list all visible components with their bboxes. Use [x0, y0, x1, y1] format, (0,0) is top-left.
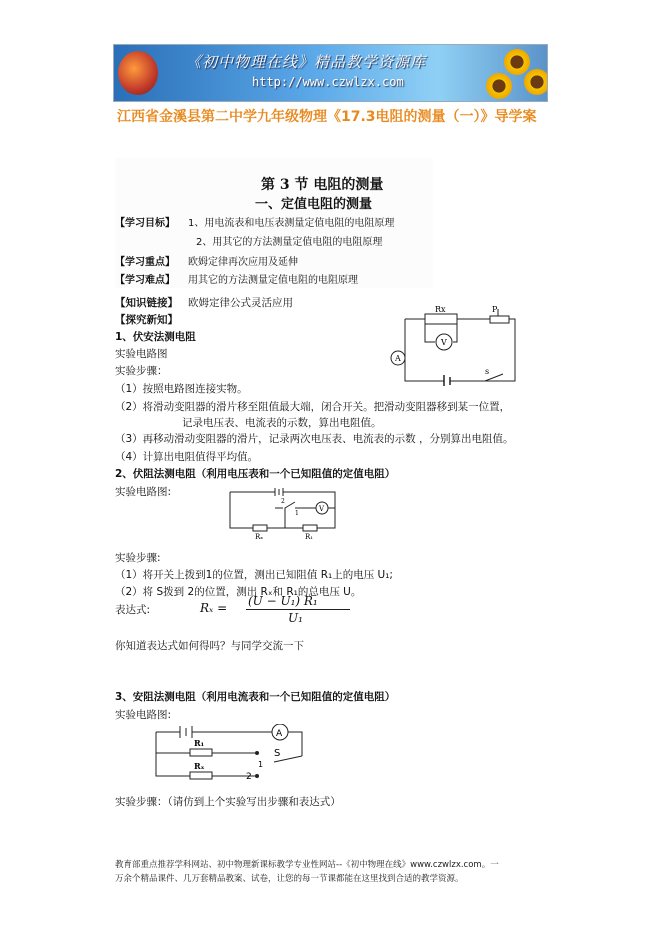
lesson-header-box [115, 158, 433, 288]
s1-steps-label: 实验步骤： [115, 365, 168, 377]
label-1: 1 [258, 760, 264, 769]
knowledge-text: 欧姆定律公式灵活应用 [188, 297, 293, 309]
label-v: V [441, 338, 447, 347]
s1-title: 1、伏安法测电阻 [115, 331, 196, 343]
fraction-bar [246, 609, 350, 610]
difficult-text: 用其它的方法测量定值电阻的电阻原理 [188, 275, 358, 286]
s2-expr-label: 表达式: [115, 604, 151, 616]
goal-label: 【学习目标】 [115, 218, 175, 229]
voltage-resistor-circuit-diagram [225, 484, 343, 540]
label-p: P [492, 305, 498, 314]
s1-step1: （1）按照电路图连接实物。 [115, 383, 248, 395]
section-heading: 第 3 节 电阻的测量 [261, 177, 384, 193]
subsection-heading: 一、定值电阻的测量 [255, 197, 373, 212]
s3-steps: 实验步骤：（请仿到上个实验写出步骤和表达式） [115, 796, 341, 808]
s2-diagram-label: 实验电路图: [115, 486, 172, 498]
sunflower-icon [484, 71, 514, 101]
label-a: A [276, 729, 283, 739]
label-rx: Rₓ [255, 533, 264, 540]
s1-step3: （3）再移动滑动变阻器的滑片，记录两次电压表、电流表的示数 ，分别算出电阻值。 [115, 433, 514, 445]
rheostat [490, 316, 509, 323]
explore-label: 【探究新知】 [115, 314, 178, 326]
s2-title: 2、伏阻法测电阻（利用电压表和一个已知阻值的定值电阻） [115, 468, 396, 480]
banner-url[interactable]: http://www.czwlzx.com [252, 75, 404, 89]
s3-diagram-label: 实验电路图: [115, 709, 172, 721]
ammeter-resistor-circuit-diagram [150, 724, 310, 782]
label-r1: R₁ [305, 533, 314, 540]
voltammeter-circuit-diagram [385, 304, 525, 386]
key-label: 【学习重点】 [115, 257, 175, 268]
formula-denominator: U₁ [288, 611, 303, 625]
footer-line-1: 教育部重点推荐学科网站、初中物理新课标教学专业性网站--《初中物理在线》www.czwlzx.com。一 [115, 860, 499, 870]
label-1: 1 [295, 510, 299, 517]
s1-diagram-label: 实验电路图 [115, 348, 168, 360]
formula [200, 594, 370, 626]
s1-step4: （4）计算出电阻值得平均值。 [115, 451, 259, 463]
label-2: 2 [246, 772, 252, 782]
label-s: s [485, 367, 490, 376]
site-logo-icon [118, 51, 158, 95]
s3-title: 3、安阻法测电阻（利用电流表和一个已知阻值的定值电阻） [115, 691, 396, 703]
label-rx: Rₓ [194, 761, 205, 771]
s1-step2a: （2）将滑动变阻器的滑片移至阻值最大端，闭合开关。把滑动变阻器移到某一位置， [115, 401, 511, 413]
label-rx: Rx [435, 305, 446, 314]
label-v: V [319, 505, 325, 513]
difficult-label: 【学习难点】 [115, 275, 175, 286]
knowledge-label: 【知识链接】 [115, 297, 178, 309]
label-r1: R₁ [194, 738, 205, 748]
s2-step2: （2）将 S拨到 2的位置，测出 Rₓ和 R₁的总电压 U。 [115, 586, 362, 598]
key-text: 欧姆定律再次应用及延伸 [188, 257, 298, 268]
label-s: S [274, 748, 281, 759]
s2-step1: （1）将开关上拨到1的位置，测出已知阻值 R₁上的电压 U₁; [115, 569, 393, 581]
footer-line-2: 万余个精品课件、几万套精品教案、试卷，让您的每一节课都能在这里找到合适的教学资源。 [115, 874, 464, 884]
goal-2: 2、用其它的方法测量定值电阻的电阻原理 [196, 237, 383, 248]
formula-numerator: (U − U₁) R₁ [248, 594, 318, 608]
document-title: 江西省金溪县第二中学九年级物理《17.3电阻的测量（一）》导学案 [117, 109, 537, 125]
goal-1: 1、用电流表和电压表测量定值电阻的电阻原理 [188, 218, 395, 229]
s2-steps-label: 实验步骤: [115, 552, 161, 564]
header-banner [113, 44, 548, 102]
sunflower-icon [522, 67, 548, 97]
label-2: 2 [281, 498, 285, 505]
label-a: A [395, 354, 401, 363]
formula-lhs: Rₓ = [200, 601, 228, 615]
s2-question: 你知道表达式如何得吗？与同学交流一下 [115, 640, 304, 652]
banner-title: 《初中物理在线》精品教学资源库 [186, 53, 427, 71]
s1-step2b: 记录电压表、电流表的示数，算出电阻值。 [182, 417, 382, 429]
rx-resistor [425, 314, 457, 324]
